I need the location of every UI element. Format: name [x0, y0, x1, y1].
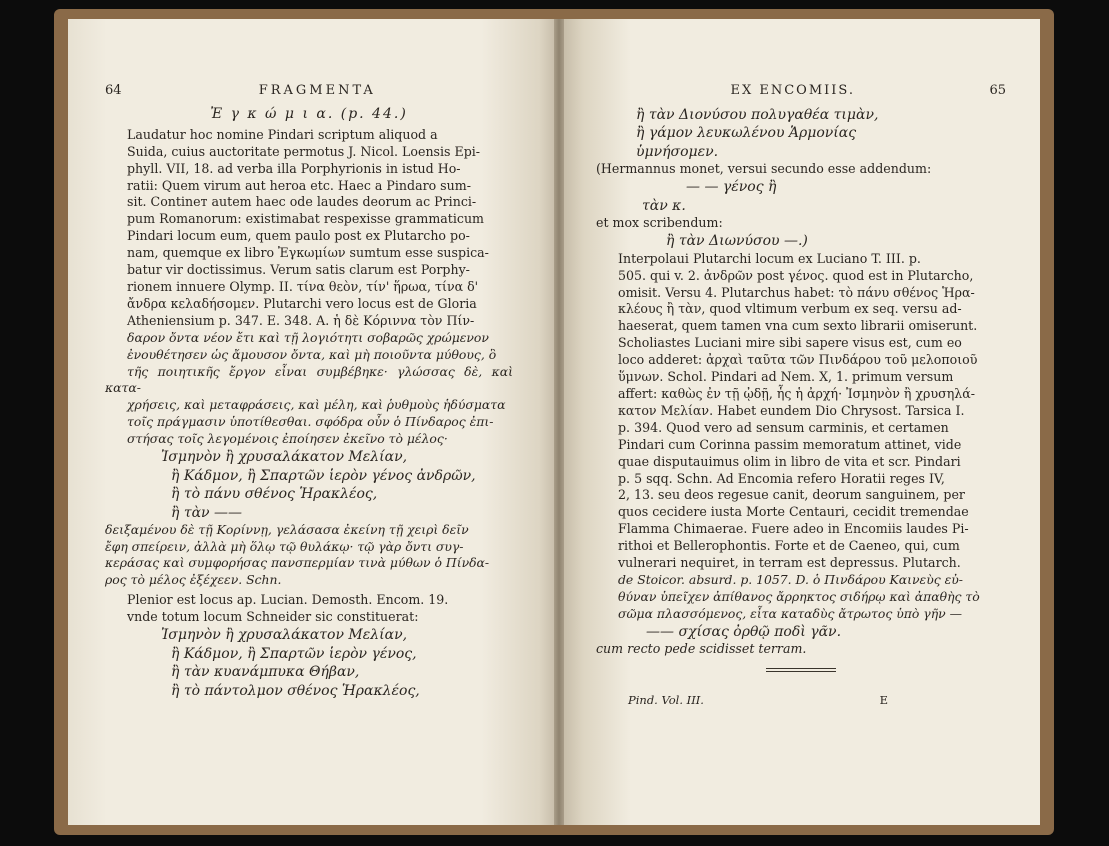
- verse-line: ἢ τὰν Διωνύσου —.): [666, 233, 808, 250]
- verse-block: Ἰσμηνὸν ἢ χρυσαλάκατον Μελίαν, ἢ Κάδμον, ἢ Σπαρτῶν ἱερὸν γένος, ἢ τὰν κυανάμπυκα Θήβαν, ἢ τὸ πάντολμον σθένος Ἡρακλέος,: [161, 627, 420, 699]
- paragraph: Plenior est locus ap. Lucian. Demosth. Encom. 19. vnde totum locum Schneider sic constituerat:: [127, 592, 449, 625]
- right-page-text: [596, 83, 1006, 672]
- signature-volume: Pind. Vol. III.: [628, 693, 704, 707]
- right-page-header: [596, 83, 1006, 100]
- left-page: [68, 19, 554, 825]
- paragraph: Laudatur hoc nomine Pindari scriptum aliquod a Suida, cuius auctoritate permotus J. Nicol. Loensis Epi- phyll. VII, 18. ad verba illa Porphyrionis in istud Ho- ratii: Quem virum aut heroa etc. Haec a Pindaro sum- sit. Contineт autem haec ode laudes deorum ac Princi- pum Romanorum: existimabat respexisse grammaticum Pindari locum eum, quem paulo post ex Plutarcho po- nam, quemque ex libro Ἐγκωμίων sumtum esse suspica- batur vir doctissimus. Verum satis clarum est Porphy- rionem innuere Olymp. II. τίνα θεὸν, τίν' ἥρωα, τίνα δ' ἄνδρα κελαδήσομεν. Plutarchi vero locus est de Gloria Atheniensium p. 347. E. 348. A. ἡ δὲ Κόριννα τὸν Πίν- δαρον ὄντα νέον ἔτι καὶ τῇ λογιότητι σοβαρῶς χρώμενον ἐνουθέτησεν ὡς ἄμουσον ὄντα, καὶ μὴ ποιοῦντα μύθους, ὃ τῆς ποιητικῆς ἔργον εἶναι συμβέβηκε· γλώσσας δὲ, καὶ κατα- χρήσεις, καὶ μεταφράσεις, καὶ μέλη, καὶ ῥυθμοὺς ἡδύσματα τοῖς πράγμασιν ὑποτίθεσθαι. σφόδρα οὖν ὁ Πίνδαρος ἐπι- στήσας τοῖς λεγομένοις ἐποίησεν ἐκεῖνο τὸ μέλος·: [105, 126, 513, 447]
- page-signature: [628, 693, 1038, 707]
- paragraph: (Hermannus monet, versui secundo esse addendum:: [596, 161, 932, 177]
- verse-line: — — γένος ἢ: [686, 179, 777, 196]
- signature-letter: E: [879, 693, 888, 707]
- verse-line: τὰν κ.: [642, 197, 686, 214]
- right-running-head: EX ENCOMIIS.: [730, 83, 855, 98]
- left-running-head: FRAGMENTA: [258, 83, 376, 98]
- paragraph: δειξαμένου δὲ τῇ Κορίννῃ, γελάσασα ἐκείνη τῇ χειρὶ δεῖν ἔφη σπείρειν, ἀλλὰ μὴ ὅλῳ τῷ θυλάκῳ· τῷ γὰρ ὄντι συγ- κεράσας καὶ συμφορήσας πανσπερμίαν τινὰ μύθων ὁ Πίνδα- ρος τὸ μέλος ἐξέχεεν. Schn.: [105, 522, 490, 587]
- right-page-number: 65: [989, 83, 1006, 98]
- verse-block: Ἰσμηνὸν ἢ χρυσαλάκατον Μελίαν, ἢ Κάδμον, ἢ Σπαρτῶν ἱερὸν γένος ἀνδρῶν, ἢ τὸ πάνυ σθένος Ἡρακλέος, ἢ τὰν ——: [161, 449, 476, 521]
- paragraph: cum recto pede scidisset terram.: [596, 641, 807, 657]
- paragraph: Interpolaui Plutarchi locum ex Luciano T. III. p. 505. qui v. 2. ἀνδρῶν post γένος. quod est in Plutarcho, omisit. Versu 4. Plutarchus habet: τὸ πάνυ σθένος Ἡρα- κλέους ἢ τὰν, quod vltimum verbum ex seq. versu ad- haeserat, quem tamen vna cum sexto librarii omiserunt. Scholiastes Luciani mire sibi sapere visus est, cum eo loco adderet: ἀρχαὶ ταῦτα τῶν Πινδάρου τοῦ μελοποιοῦ ὕμνων. Schol. Pindari ad Nem. X, 1. primum versum affert: καθὼς ἐν τῇ ᾠδῇ, ἧς ἡ ἀρχή· Ἰσμηνὸν ἢ χρυσηλά- κατον Μελίαν. Habet eundem Dio Chrysost. Tarsica I. p. 394. Quod vero ad sensum carminis, et certamen Pindari cum Corinna passim memoratum attinet, vide quae disputauimus olim in libro de vita et scr. Pindari p. 5 sqq. Schn. Ad Encomia refero Horatii reges IV, 2, 13. seu deos regesue canit, deorum sanguinem, per quos cecidere iusta Morte Centauri, cecidit tremendae Flamma Chimaerae. Fuere adeo in Encomiis laudes Pi- rithoi et Bellerophontis. Forte et de Caeneo, qui, cum vulnerari nequiret, in terram est depressus. Plutarch. de Stoicor. absurd. p. 1057. D. ὁ Πινδάρου Καινεὺς εὐ- θύναν ὑπεῖχεν ἀπίθανος ἄρρηκτος σιδήρῳ καὶ ἀπαθὴς τὸ σῶμα πλασσόμενος, εἶτα καταδὺς ἄτρωτος ὑπὸ γῆν —: [618, 250, 980, 621]
- left-page-text: [105, 83, 513, 700]
- open-book: [54, 9, 1054, 835]
- paragraph: et mox scribendum:: [596, 215, 723, 231]
- verse-block: ἢ τὰν Διονύσου πολυγαθέα τιμὰν, ἢ γάμον λευκωλένου Ἁρμονίας ὑμνήσομεν.: [636, 106, 879, 160]
- right-page: [564, 19, 1040, 825]
- divider: [766, 668, 836, 672]
- left-page-header: [105, 83, 513, 100]
- verse-line: —— σχίσας ὀρθῷ ποδὶ γᾶν.: [646, 623, 842, 640]
- left-page-number: 64: [105, 83, 122, 98]
- section-title: Ἐ γ κ ώ μ ι α. (p. 44.): [210, 105, 408, 122]
